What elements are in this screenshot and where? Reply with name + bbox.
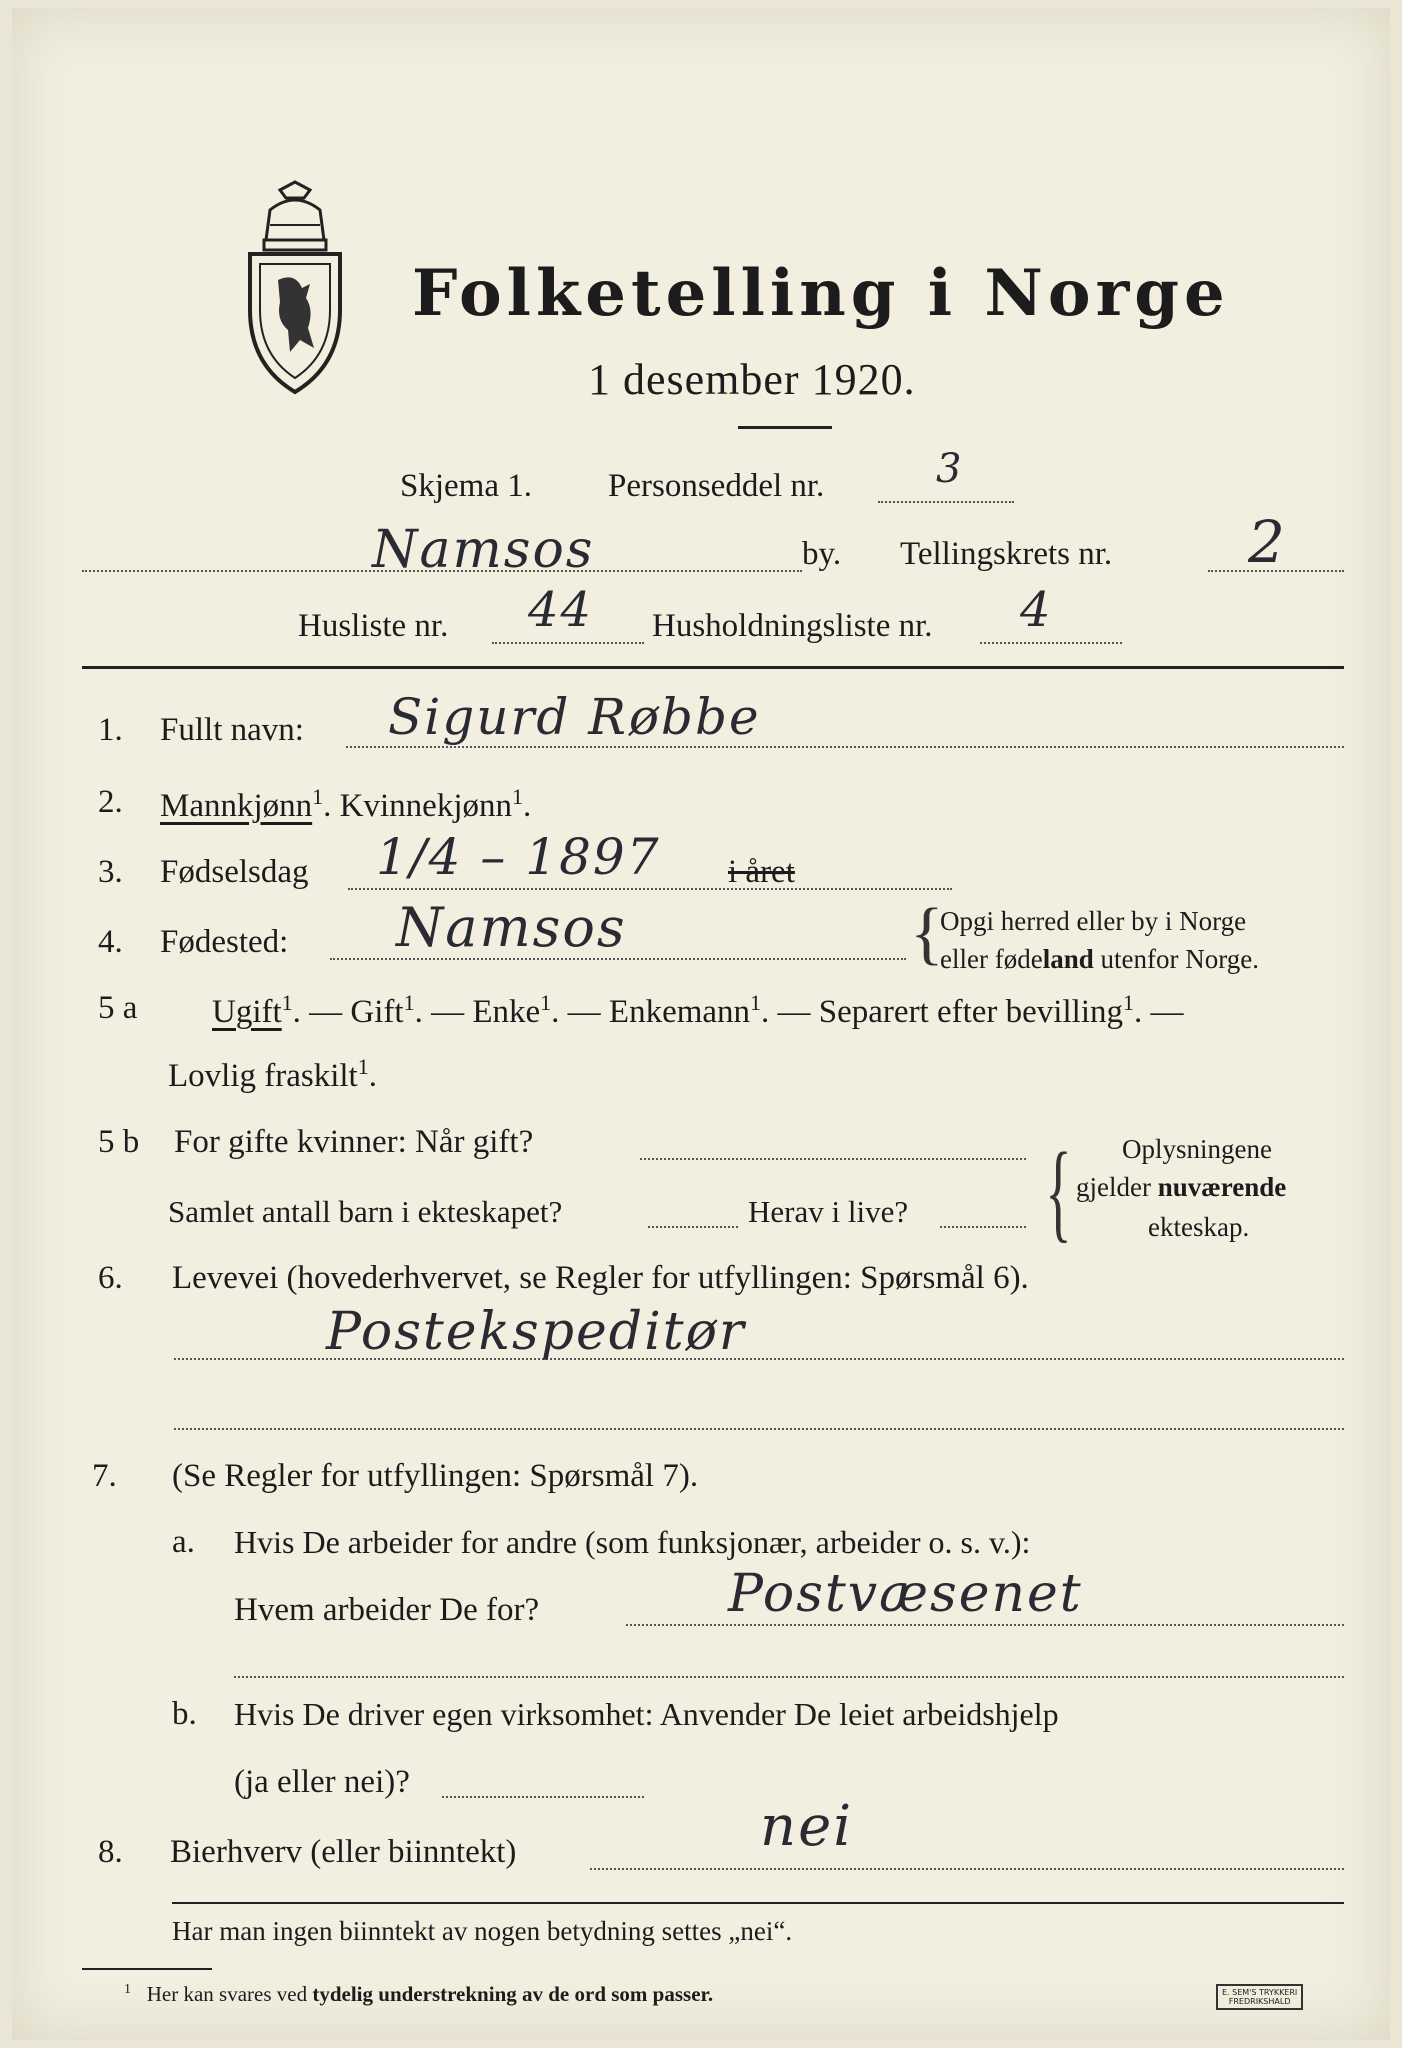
q4-note-line2: eller fødeland utenfor Norge. xyxy=(940,944,1259,974)
q3-number: 3. xyxy=(98,854,123,890)
husliste-value: 44 xyxy=(528,582,594,638)
census-date: 1 desember 1920. xyxy=(588,355,916,404)
q7a-line-extra xyxy=(234,1676,1344,1678)
q4-number: 4. xyxy=(98,924,123,960)
q7b-number: b. xyxy=(172,1696,197,1732)
q5a-option-ugift: Ugift xyxy=(212,994,282,1030)
q5a-option-enke: Enke xyxy=(472,994,541,1030)
census-form xyxy=(12,8,1390,2040)
q5b-line3-dots xyxy=(940,1226,1026,1228)
q4-brace: { xyxy=(910,895,944,972)
form-title: Folketelling i Norge xyxy=(412,256,1230,331)
q5a-option-gift: Gift xyxy=(350,994,404,1030)
title-divider xyxy=(738,426,832,429)
q1-value: Sigurd Røbbe xyxy=(388,688,761,746)
q2-number: 2. xyxy=(98,784,123,820)
q5b-note2: gjelder nuværende xyxy=(1076,1172,1287,1202)
q7a-line xyxy=(626,1624,1344,1626)
q2-options: Mannkjønn$^1$. Kvinnekjønn$^1$. xyxy=(160,784,532,824)
q8-value: nei xyxy=(760,1794,854,1859)
footer-note: Har man ingen biinntekt av nogen betydning settes „nei“. xyxy=(172,1916,793,1946)
q5b-note1: Oplysningene xyxy=(1122,1134,1272,1164)
q5a-option-separert: Separert efter bevilling xyxy=(818,994,1123,1030)
q3-value: 1/4 – 1897 xyxy=(376,828,661,886)
by-label: by. xyxy=(802,536,842,572)
q5b-line2b: Herav i live? xyxy=(748,1194,909,1229)
q7-label: (Se Regler for utfyllingen: Spørsmål 7). xyxy=(172,1458,699,1494)
q5b-line1: For gifte kvinner: Når gift? xyxy=(174,1124,534,1160)
by-value: Namsos xyxy=(372,520,595,580)
q5a-number: 5 a xyxy=(98,990,138,1026)
q5b-number: 5 b xyxy=(98,1124,140,1160)
q6-label: Levevei (hovederhvervet, se Regler for utfyllingen: Spørsmål 6). xyxy=(172,1260,1029,1296)
q8-label: Bierhverv (eller biinntekt) xyxy=(170,1834,517,1870)
q7-number: 7. xyxy=(92,1458,117,1494)
footnote-rule xyxy=(82,1968,212,1970)
footer-rule xyxy=(172,1902,1344,1904)
q5a-line2: Lovlig fraskilt$^1$. xyxy=(168,1054,377,1094)
q5b-note3: ekteskap. xyxy=(1148,1212,1250,1242)
personseddel-value: 3 xyxy=(936,446,964,492)
husliste-line xyxy=(492,642,644,644)
q5a-option-enkemann: Enkemann xyxy=(608,994,751,1030)
q5b-line1-dots xyxy=(640,1158,1026,1160)
q7b-line2: (ja eller nei)? xyxy=(234,1764,410,1800)
printer-stamp: E. SEM'S TRYKKERI FREDRIKSHALD xyxy=(1216,1984,1303,2010)
husholdning-label: Husholdningsliste nr. xyxy=(652,608,933,644)
q3-suffix: i året xyxy=(728,854,795,890)
husholdning-value: 4 xyxy=(1020,582,1053,638)
q3-line xyxy=(348,888,952,890)
q6-number: 6. xyxy=(98,1260,123,1296)
husliste-label: Husliste nr. xyxy=(298,608,449,644)
q4-label: Fødested: xyxy=(160,924,289,960)
q7a-line2: Hvem arbeider De for? xyxy=(234,1592,540,1628)
q5b-line2a: Samlet antall barn i ekteskapet? xyxy=(168,1194,563,1229)
q5a-options: Ugift$^1$. — Gift$^1$. — Enke$^1$. — Enkemann$^1$. — Separert efter bevilling$^1$. — xyxy=(212,990,1184,1030)
q1-line xyxy=(346,746,1344,748)
q7b-line xyxy=(442,1796,644,1798)
q1-number: 1. xyxy=(98,712,123,748)
coat-of-arms-icon xyxy=(240,180,350,400)
tellingskrets-value: 2 xyxy=(1248,508,1287,576)
q8-line xyxy=(590,1868,1344,1870)
q6-line2 xyxy=(174,1428,1344,1430)
q2-male: Mannkjønn xyxy=(160,788,313,824)
personseddel-line xyxy=(878,501,1014,503)
q5b-line2-dots xyxy=(648,1226,738,1228)
tellingskrets-label: Tellingskrets nr. xyxy=(900,536,1113,572)
q7a-value: Postvæsenet xyxy=(728,1564,1083,1624)
personseddel-label: Personseddel nr. xyxy=(608,468,825,504)
footnote: $^1$ Her kan svares ved tydelig understrekning av de ord som passer. xyxy=(124,1982,714,2006)
header-rule xyxy=(82,666,1344,669)
q2-female: Kvinnekjønn xyxy=(339,788,512,824)
q8-number: 8. xyxy=(98,1834,123,1870)
q6-value: Postekspeditør xyxy=(326,1302,746,1362)
q7b-line1: Hvis De driver egen virksomhet: Anvender De leiet arbeidshjelp xyxy=(234,1696,1059,1732)
q7a-number: a. xyxy=(172,1524,195,1560)
q5b-brace: { xyxy=(1045,1130,1072,1252)
q4-note-line1: Opgi herred eller by i Norge xyxy=(940,906,1247,936)
q1-label: Fullt navn: xyxy=(160,712,304,748)
q7a-line1: Hvis De arbeider for andre (som funksjonær, arbeider o. s. v.): xyxy=(234,1524,1031,1560)
skjema-label: Skjema 1. xyxy=(400,468,532,504)
q5a-option-fraskilt: Lovlig fraskilt xyxy=(168,1058,358,1094)
q3-label: Fødselsdag xyxy=(160,854,309,890)
husholdning-line xyxy=(980,642,1122,644)
q4-value: Namsos xyxy=(396,896,627,959)
